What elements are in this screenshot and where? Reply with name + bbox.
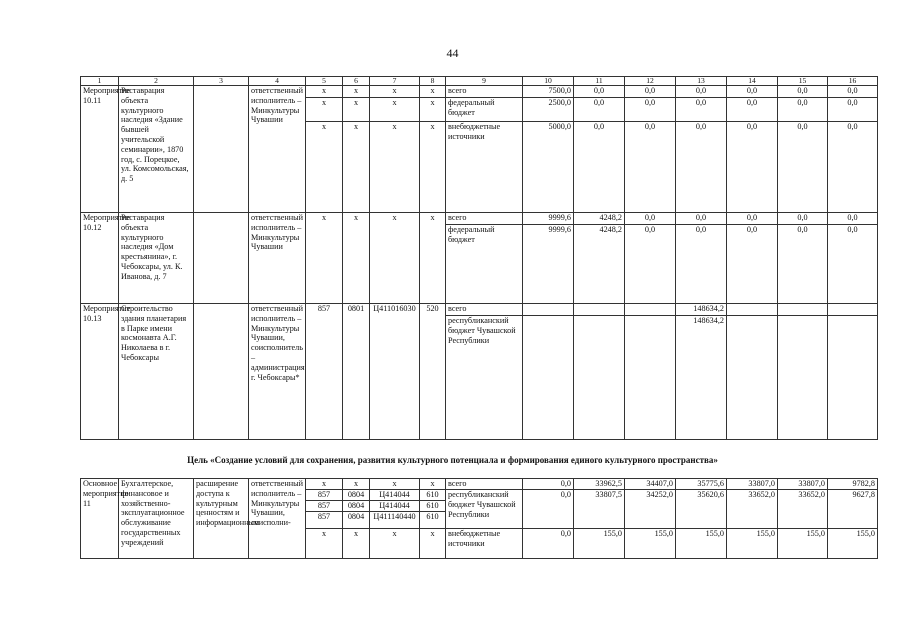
responsible-cell: ответственный исполнитель – Минкультуры Чувашии — [249, 213, 306, 304]
value-cell: 0,0 — [727, 213, 778, 225]
value-cell: 2500,0 — [523, 98, 574, 122]
value-cell: 9999,6 — [523, 213, 574, 225]
value-cell: 148634,2 — [676, 304, 727, 316]
measure-label: Мероприятие 10.13 — [81, 304, 119, 440]
value-cell: 0,0 — [625, 86, 676, 98]
header-cell: 15 — [778, 77, 828, 86]
value-cell — [574, 316, 625, 440]
value-cell: 0,0 — [574, 122, 625, 213]
value-cell: 0,0 — [778, 86, 828, 98]
value-cell — [625, 304, 676, 316]
value-cell: 0,0 — [625, 122, 676, 213]
value-cell: 0,0 — [828, 225, 878, 304]
value-cell: 0,0 — [828, 213, 878, 225]
measure-name: Строительство здания планетария в Парке имени космонавта А.Г. Николаева в г. Чебоксары — [119, 304, 194, 440]
value-cell: 155,0 — [625, 529, 676, 559]
value-cell: 0,0 — [727, 122, 778, 213]
code-cell: x — [420, 86, 446, 98]
value-cell: 0,0 — [727, 98, 778, 122]
value-cell: 0,0 — [676, 86, 727, 98]
code-cell: x — [370, 479, 420, 490]
value-cell: 0,0 — [828, 122, 878, 213]
code-cell: x — [306, 98, 343, 122]
code-cell: Ц414044 — [370, 501, 420, 512]
value-cell — [778, 304, 828, 316]
value-cell: 9782,8 — [828, 479, 878, 490]
header-cell: 4 — [249, 77, 306, 86]
goal-cell — [194, 304, 249, 440]
code-cell: x — [370, 98, 420, 122]
code-cell: x — [343, 86, 370, 98]
value-cell — [778, 316, 828, 440]
value-cell: 0,0 — [625, 213, 676, 225]
source-cell: федеральный бюджет — [446, 225, 523, 304]
value-cell: 33652,0 — [727, 490, 778, 529]
budget-table-lower — [80, 478, 878, 559]
header-cell: 10 — [523, 77, 574, 86]
code-cell: 0804 — [343, 512, 370, 529]
header-cell: 2 — [119, 77, 194, 86]
responsible-cell: ответственный исполнитель – Минкультуры Чувашии, соисполни- — [249, 479, 306, 559]
value-cell: 0,0 — [574, 86, 625, 98]
header-row — [81, 77, 878, 86]
value-cell: 33807,5 — [574, 490, 625, 529]
value-cell: 34252,0 — [625, 490, 676, 529]
code-cell: x — [343, 479, 370, 490]
code-cell: 857 — [306, 501, 343, 512]
header-cell: 16 — [828, 77, 878, 86]
source-cell: всего — [446, 213, 523, 225]
source-cell: федеральный бюджет — [446, 98, 523, 122]
source-cell: всего — [446, 86, 523, 98]
source-cell: всего — [446, 479, 523, 490]
header-cell: 9 — [446, 77, 523, 86]
code-cell: x — [370, 122, 420, 213]
value-cell: 33807,0 — [727, 479, 778, 490]
value-cell — [625, 316, 676, 440]
responsible-cell: ответственный исполнитель – Минкультуры Чувашии — [249, 86, 306, 213]
value-cell: 0,0 — [676, 213, 727, 225]
header-cell: 14 — [727, 77, 778, 86]
value-cell: 33807,0 — [778, 479, 828, 490]
value-cell: 0,0 — [523, 490, 574, 529]
measure-label: Мероприятие 10.11 — [81, 86, 119, 213]
value-cell: 0,0 — [625, 98, 676, 122]
goal-cell — [194, 86, 249, 213]
value-cell: 7500,0 — [523, 86, 574, 98]
goal-cell — [194, 213, 249, 304]
code-cell: 610 — [420, 501, 446, 512]
code-cell: x — [306, 122, 343, 213]
source-cell: республиканский бюджет Чувашской Республики — [446, 316, 523, 440]
code-cell: 0804 — [343, 490, 370, 501]
code-cell: x — [420, 213, 446, 304]
table-row — [81, 213, 878, 225]
value-cell: 155,0 — [574, 529, 625, 559]
value-cell: 0,0 — [676, 225, 727, 304]
header-cell: 12 — [625, 77, 676, 86]
header-cell: 13 — [676, 77, 727, 86]
header-cell: 3 — [194, 77, 249, 86]
value-cell: 9627,8 — [828, 490, 878, 529]
value-cell — [523, 304, 574, 316]
value-cell: 155,0 — [676, 529, 727, 559]
code-cell: Ц411140440 — [370, 512, 420, 529]
code-cell: 857 — [306, 512, 343, 529]
value-cell: 4248,2 — [574, 225, 625, 304]
value-cell: 33962,5 — [574, 479, 625, 490]
header-cell: 11 — [574, 77, 625, 86]
measure-name: Бухгалтерское, финансовое и хозяйственно-эксплуатационное обслуживание государственных учреждений — [119, 479, 194, 559]
value-cell: 4248,2 — [574, 213, 625, 225]
value-cell: 5000,0 — [523, 122, 574, 213]
header-cell: 1 — [81, 77, 119, 86]
value-cell: 148634,2 — [676, 316, 727, 440]
value-cell: 0,0 — [778, 213, 828, 225]
value-cell: 33652,0 — [778, 490, 828, 529]
measure-name: Реставрация объекта культурного наследия «Здание бывшей учительской семинарии», 1870 год, с. Порецкое, ул. Комсомольская, д. 5 — [119, 86, 194, 213]
measure-label: Мероприятие 10.12 — [81, 213, 119, 304]
page-number: 44 — [446, 46, 459, 60]
code-cell: 0804 — [343, 501, 370, 512]
code-cell: x — [306, 529, 343, 559]
code-cell: x — [420, 122, 446, 213]
code-cell: 520 — [420, 304, 446, 440]
value-cell: 35775,6 — [676, 479, 727, 490]
value-cell — [828, 304, 878, 316]
code-cell: x — [343, 122, 370, 213]
code-cell: x — [420, 98, 446, 122]
value-cell: 0,0 — [676, 98, 727, 122]
code-cell: Ц411016030 — [370, 304, 420, 440]
code-cell: x — [306, 86, 343, 98]
code-cell: x — [370, 86, 420, 98]
header-cell: 5 — [306, 77, 343, 86]
header-cell: 7 — [370, 77, 420, 86]
source-cell: внебюджетные источники — [446, 529, 523, 559]
code-cell: x — [306, 213, 343, 304]
code-cell: 610 — [420, 512, 446, 529]
code-cell: x — [370, 529, 420, 559]
value-cell: 155,0 — [778, 529, 828, 559]
code-cell: 857 — [306, 490, 343, 501]
source-cell: внебюджетные источники — [446, 122, 523, 213]
source-cell: всего — [446, 304, 523, 316]
value-cell: 0,0 — [625, 225, 676, 304]
value-cell — [574, 304, 625, 316]
code-cell: x — [370, 213, 420, 304]
value-cell — [828, 316, 878, 440]
value-cell: 0,0 — [574, 98, 625, 122]
value-cell: 0,0 — [727, 225, 778, 304]
value-cell: 0,0 — [828, 98, 878, 122]
value-cell: 0,0 — [778, 122, 828, 213]
value-cell: 0,0 — [828, 86, 878, 98]
code-cell: 610 — [420, 490, 446, 501]
goal-heading: Цель «Создание условий для сохранения, развития культурного потенциала и формирования единого культурного пространства» — [187, 455, 718, 465]
value-cell: 0,0 — [523, 479, 574, 490]
value-cell: 155,0 — [727, 529, 778, 559]
goal-cell: расширение доступа к культурным ценностям и информационным — [194, 479, 249, 559]
budget-table — [80, 76, 878, 440]
measure-label: Основное мероприятие 11 — [81, 479, 119, 559]
code-cell: Ц414044 — [370, 490, 420, 501]
value-cell — [523, 316, 574, 440]
code-cell: x — [420, 529, 446, 559]
code-cell: x — [343, 213, 370, 304]
source-cell: республиканский бюджет Чувашской Республики — [446, 490, 523, 529]
code-cell: x — [420, 479, 446, 490]
table-row — [81, 304, 878, 316]
table-row — [81, 86, 878, 98]
value-cell — [727, 316, 778, 440]
header-cell: 8 — [420, 77, 446, 86]
value-cell: 0,0 — [727, 86, 778, 98]
code-cell: x — [343, 98, 370, 122]
value-cell: 0,0 — [778, 225, 828, 304]
responsible-cell: ответственный исполнитель – Минкультуры Чувашии, соисполнитель – администрация г. Чебоксары* — [249, 304, 306, 440]
value-cell: 9999,6 — [523, 225, 574, 304]
table-row — [81, 479, 878, 490]
code-cell: x — [306, 479, 343, 490]
value-cell: 35620,6 — [676, 490, 727, 529]
value-cell: 0,0 — [778, 98, 828, 122]
code-cell: 857 — [306, 304, 343, 440]
header-cell: 6 — [343, 77, 370, 86]
value-cell: 0,0 — [676, 122, 727, 213]
code-cell: 0801 — [343, 304, 370, 440]
value-cell: 155,0 — [828, 529, 878, 559]
code-cell: x — [343, 529, 370, 559]
measure-name: Реставрация объекта культурного наследия «Дом крестьянина», г. Чебоксары, ул. К. Иванова, д. 7 — [119, 213, 194, 304]
value-cell — [727, 304, 778, 316]
value-cell: 34407,0 — [625, 479, 676, 490]
value-cell: 0,0 — [523, 529, 574, 559]
